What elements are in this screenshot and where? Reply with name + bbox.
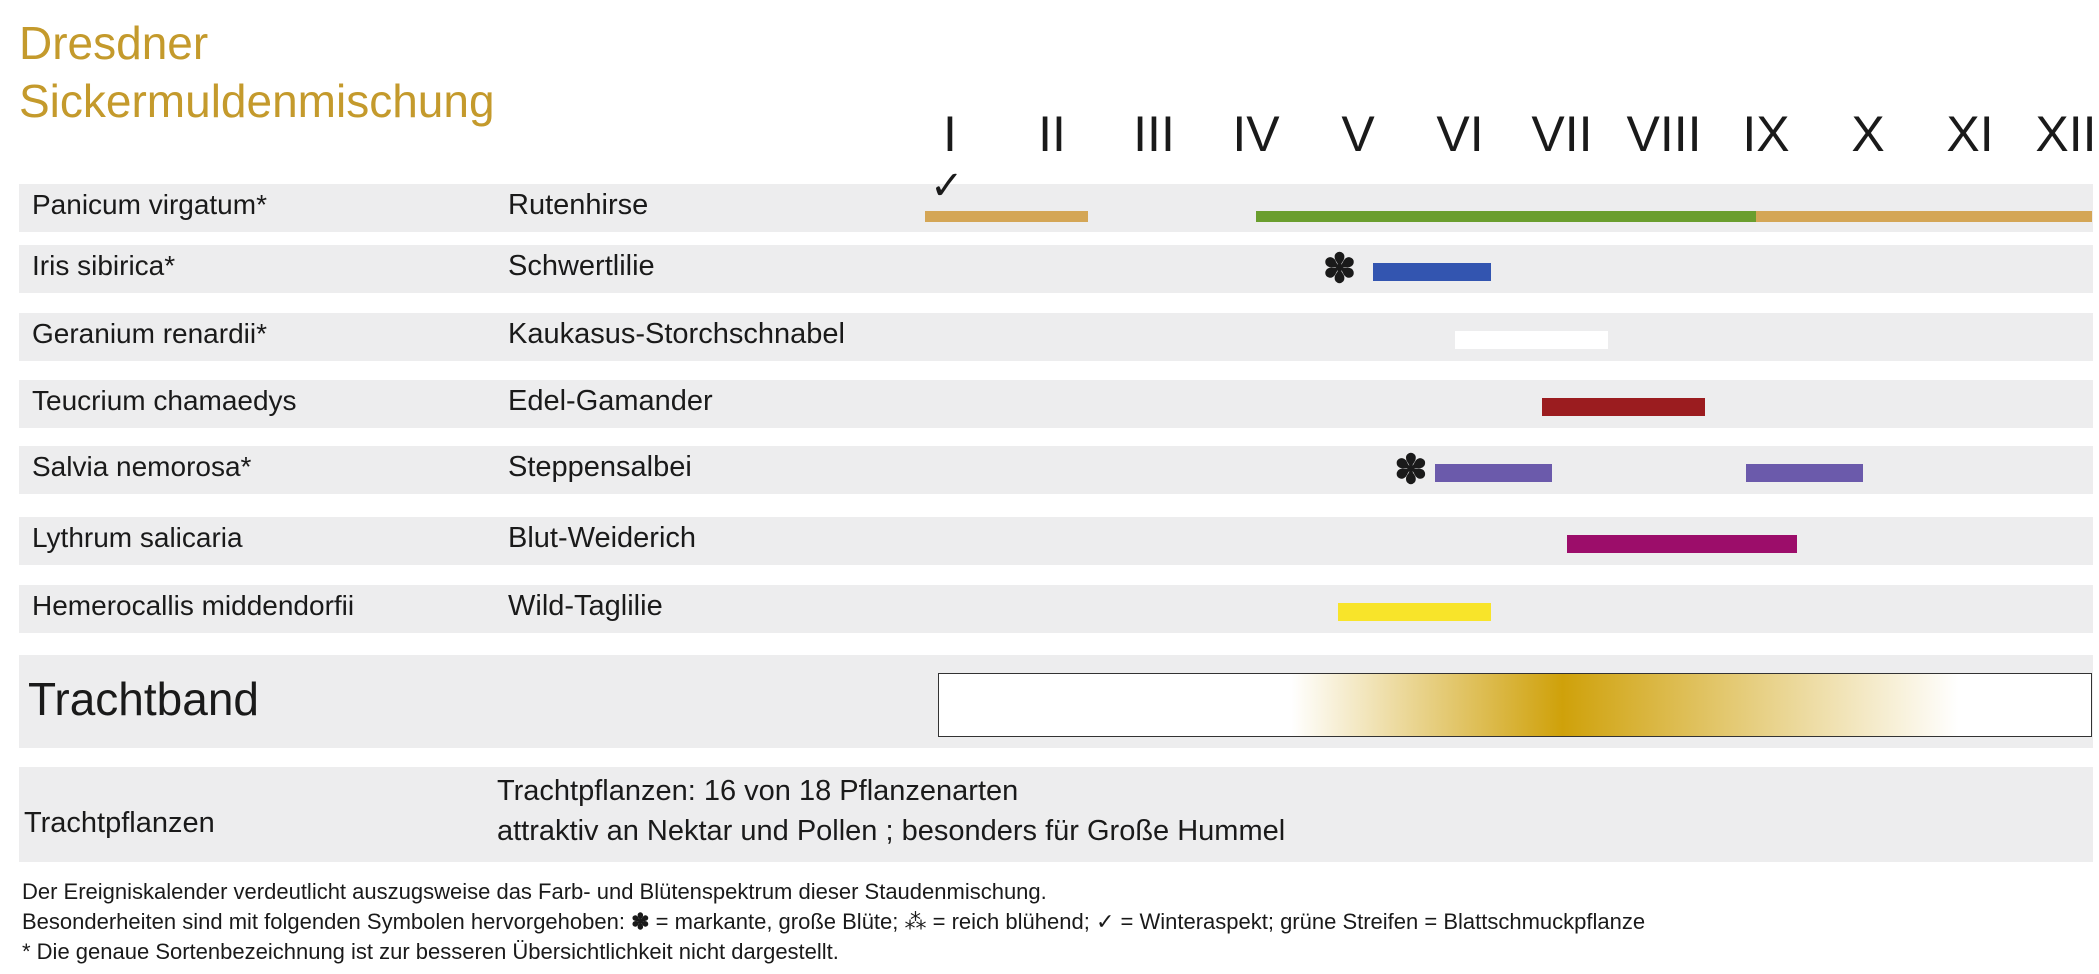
month-tick-ix: IX xyxy=(1742,106,1790,162)
plant-row xyxy=(19,245,2093,293)
month-tick-iv: IV xyxy=(1232,106,1280,162)
trachtband-label: Trachtband xyxy=(28,673,259,725)
trachtpflanzen-line-2: attraktiv an Nektar und Pollen ; besonders für Große Hummel xyxy=(497,815,1286,847)
common-name: Blut-Weiderich xyxy=(508,522,697,554)
flower-icon: ✽ xyxy=(1322,247,1357,291)
trachtpflanzen-line-1: Trachtpflanzen: 16 von 18 Pflanzenarten xyxy=(497,775,1019,807)
latin-name: Iris sibirica* xyxy=(32,250,176,281)
month-tick-viii: VIII xyxy=(1626,106,1702,162)
bloom-bar xyxy=(925,211,1088,222)
trachtband-gradient xyxy=(938,673,2092,737)
month-tick-iii: III xyxy=(1133,106,1175,162)
latin-name: Lythrum salicaria xyxy=(32,522,243,553)
footnote-text-c: = reich blühend; xyxy=(932,909,1090,934)
latin-name: Teucrium chamaedys xyxy=(32,385,297,416)
footnote-text-d: = Winteraspekt; grüne Streifen = Blattschmuckpflanze xyxy=(1120,909,1646,934)
plant-row xyxy=(19,184,2093,232)
latin-name: Salvia nemorosa* xyxy=(32,451,252,482)
bloom-bar xyxy=(1256,211,1756,222)
common-name: Kaukasus-Storchschnabel xyxy=(508,318,845,350)
footnote-line-1: Der Ereigniskalender verdeutlicht auszugsweise das Farb- und Blütenspektrum dieser Staudenmischung. xyxy=(22,879,1047,904)
chart-title xyxy=(19,14,495,130)
footnote-check-icon: ✓ xyxy=(1095,909,1115,934)
latin-name: Panicum virgatum* xyxy=(32,189,267,220)
common-name: Rutenhirse xyxy=(508,189,649,221)
trachtpflanzen-label: Trachtpflanzen xyxy=(24,807,215,839)
month-tick-xii: XII xyxy=(2035,106,2097,162)
common-name: Edel-Gamander xyxy=(508,385,713,417)
bloom-bar xyxy=(1435,464,1552,482)
plant-row xyxy=(19,380,2093,428)
flower-icon: ✽ xyxy=(1394,448,1428,492)
bloom-bar xyxy=(1373,263,1490,281)
bloom-bar xyxy=(1756,211,2092,222)
bloom-bar xyxy=(1567,535,1797,553)
footnote-flower-icon: ✽ xyxy=(631,909,650,934)
footnote-text-a: Besonderheiten sind mit folgenden Symbolen hervorgehoben: xyxy=(22,909,625,934)
footnote-line-3: * Die genaue Sortenbezeichnung ist zur besseren Übersichtlichkeit nicht dargestellt. xyxy=(22,939,839,964)
footnote-text-b: = markante, große Blüte; xyxy=(655,909,899,934)
latin-name: Hemerocallis middendorfii xyxy=(32,590,355,621)
plant-row xyxy=(19,313,2093,361)
month-tick-x: X xyxy=(1851,106,1885,162)
month-tick-i: I xyxy=(943,106,957,162)
winter-check-icon: ✓ xyxy=(930,164,964,208)
month-tick-vii: VII xyxy=(1531,106,1593,162)
bloom-bar xyxy=(1746,464,1863,482)
title-line-1: Dresdner xyxy=(19,17,209,69)
month-tick-vi: VI xyxy=(1436,106,1484,162)
common-name: Schwertlilie xyxy=(508,250,655,282)
month-tick-ii: II xyxy=(1038,106,1066,162)
bloom-bar xyxy=(1542,398,1705,416)
latin-name: Geranium renardii* xyxy=(32,318,267,349)
common-name: Wild-Taglilie xyxy=(508,590,663,622)
bloom-bar xyxy=(1455,331,1608,349)
common-name: Steppensalbei xyxy=(508,451,692,483)
footnote-abundant-icon: ⁂ xyxy=(904,909,927,934)
month-tick-v: V xyxy=(1341,106,1375,162)
footnote-line-2 xyxy=(22,909,1645,935)
month-tick-xi: XI xyxy=(1946,106,1994,162)
bloom-bar xyxy=(1338,603,1491,621)
title-line-2: Sickermuldenmischung xyxy=(19,75,495,127)
